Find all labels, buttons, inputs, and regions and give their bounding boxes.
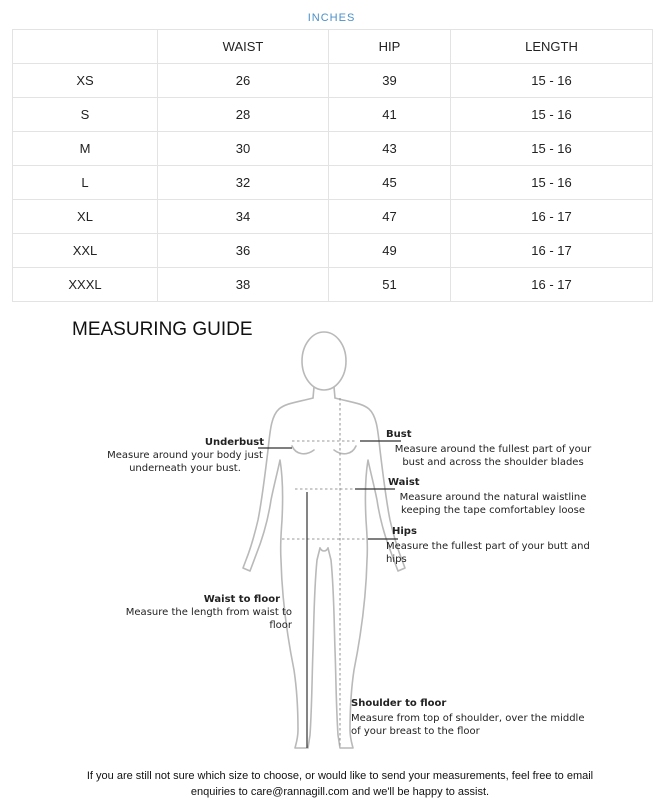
cell-hip: 41 — [329, 98, 451, 132]
header-length: LENGTH — [451, 30, 653, 64]
shoulder-to-floor-annotation — [351, 697, 591, 738]
cell-waist: 34 — [158, 200, 329, 234]
waist-to-floor-text: Measure the length from waist to floor — [125, 607, 292, 631]
shoulder-to-floor-text: Measure from top of shoulder, over the middle of your breast to the floor — [351, 713, 585, 737]
cell-waist: 38 — [158, 268, 329, 302]
footer-note — [60, 768, 620, 800]
cell-waist: 28 — [158, 98, 329, 132]
footer-line-2: enquiries to care@rannagill.com and we'll be happy to assist. — [190, 786, 490, 798]
cell-size: XS — [13, 64, 158, 98]
cell-length: 16 - 17 — [451, 268, 653, 302]
header-hip: HIP — [329, 30, 451, 64]
cell-hip: 45 — [329, 166, 451, 200]
header-waist: WAIST — [158, 30, 329, 64]
cell-hip: 39 — [329, 64, 451, 98]
cell-size: S — [13, 98, 158, 132]
footer-line-1: If you are still not sure which size to choose, or would like to send your measurements, feel free to email — [86, 770, 594, 782]
waist-to-floor-annotation — [110, 593, 292, 632]
cell-hip: 43 — [329, 132, 451, 166]
cell-size: L — [13, 166, 158, 200]
hips-text: Measure the fullest part of your butt and hips — [386, 541, 590, 565]
cell-length: 16 - 17 — [451, 234, 653, 268]
bust-annotation — [388, 428, 598, 469]
waist-title: Waist — [388, 477, 420, 488]
underbust-title: Underbust — [204, 437, 264, 448]
unit-label: INCHES — [307, 12, 356, 24]
cell-size: M — [13, 132, 158, 166]
cell-hip: 47 — [329, 200, 451, 234]
cell-size: XXXL — [13, 268, 158, 302]
waist-annotation — [384, 476, 602, 517]
cell-hip: 51 — [329, 268, 451, 302]
cell-waist: 36 — [158, 234, 329, 268]
hips-title: Hips — [392, 526, 417, 537]
cell-length: 15 - 16 — [451, 166, 653, 200]
underbust-annotation — [80, 436, 290, 475]
cell-size: XL — [13, 200, 158, 234]
waist-text: Measure around the natural waistline keeping the tape comfortabley loose — [399, 492, 587, 516]
cell-length: 15 - 16 — [451, 132, 653, 166]
bust-text: Measure around the fullest part of your bust and across the shoulder blades — [394, 444, 592, 468]
cell-waist: 32 — [158, 166, 329, 200]
figure-head — [302, 332, 346, 390]
cell-size: XXL — [13, 234, 158, 268]
bust-title: Bust — [386, 429, 412, 440]
cell-waist: 26 — [158, 64, 329, 98]
cell-length: 16 - 17 — [451, 200, 653, 234]
shoulder-to-floor-title: Shoulder to floor — [351, 698, 447, 709]
waist-to-floor-title: Waist to floor — [203, 594, 280, 605]
cell-waist: 30 — [158, 132, 329, 166]
cell-length: 15 - 16 — [451, 64, 653, 98]
guide-title: MEASURING GUIDE — [72, 319, 253, 340]
cell-length: 15 - 16 — [451, 98, 653, 132]
hips-annotation — [386, 525, 606, 566]
underbust-text: Measure around your body just underneath your bust. — [107, 450, 263, 474]
cell-hip: 49 — [329, 234, 451, 268]
